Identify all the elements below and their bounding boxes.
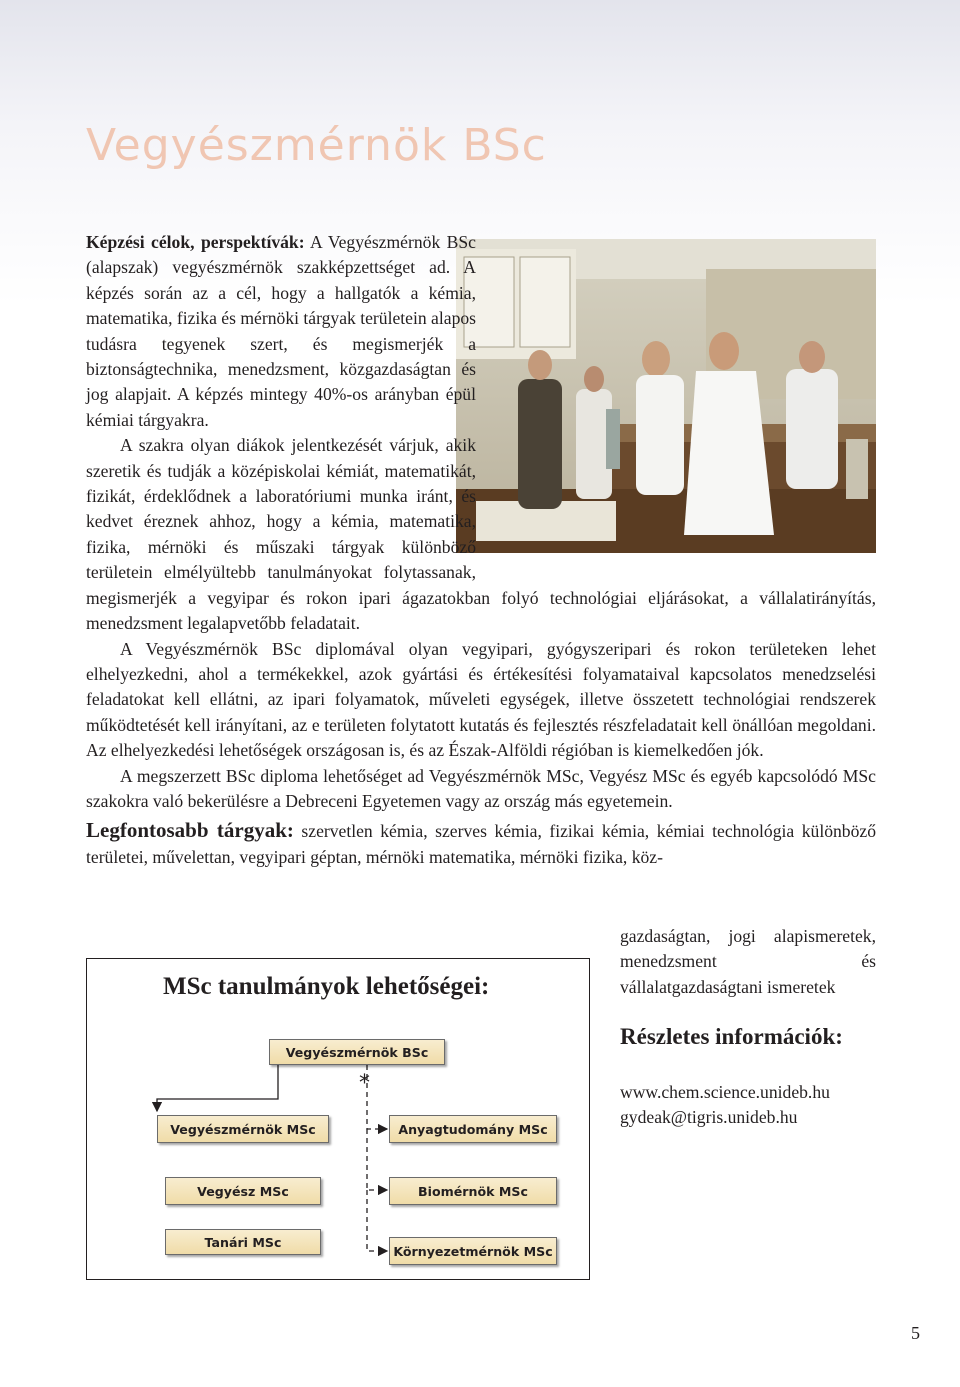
asterisk-mark: * bbox=[359, 1071, 370, 1096]
page-title: Vegyészmérnök BSc bbox=[86, 120, 547, 171]
msc-diagram-title: MSc tanulmányok lehetőségei: bbox=[163, 973, 490, 1000]
msc-diagram-box bbox=[86, 958, 590, 1280]
website-link[interactable]: www.chem.science.unideb.hu bbox=[620, 1082, 830, 1102]
node-anyagtudomany-msc: Anyagtudomány MSc bbox=[389, 1115, 557, 1143]
paragraph-careers: A Vegyészmérnök BSc diplomával olyan vegyipari, gyógyszeripari és rokon területeken lehet elhelyezkedni, ahol a termékekkel, azok gyártási és értékesítési folyamataival kapcsolatos menedzselési feladatokat kell ellátni, az ipari folyamatok, műveleti egységek, illetve összetett technológiai rendszerek működtetését kell irányítani, az e területen folytatott kutatás és fejlesztés részfeladatait kell önállóan megoldani. Az elhelyezkedési lehetőségek országosan is, és az Észak-Alföldi régióban is kiemelkedően jók. bbox=[86, 638, 876, 761]
paragraph-target-students: A szakra olyan diákok jelentkezését várjuk, akik szeretik és tudják a középiskolai kémiát, matematikát, fizikát, érdeklődnek a laboratóriumi munka iránt, és kedvet éreznek ahhoz, hogy a kémia, matematika, fizika, mérnöki és műszaki tárgyak különböző területein elmélyültebb tanulmányokat folytassanak, megismerjék a vegyipar és rokon ipari ágazatokban folyó technológiai eljárásokat, a vállalatirányítás, menedzsment legalapvetőbb feladatait. bbox=[86, 435, 876, 634]
subjects-paragraph bbox=[86, 818, 876, 870]
intro-text: A Vegyészmérnök BSc (alapszak) vegyészmérnök szakképzettséget ad. A képzés során az a cél, hogy a hallgatók a kémia, matematika, fizika és mérnöki tárgyak területein alapos tudásra tegyenek szert, és megismerjék a biztonságtechnika, menedzsment, közgazdaságtan és jog alapjait. A képzés mintegy 40%-os arányban épül kémiai tárgyakra. bbox=[86, 232, 477, 430]
subjects-text-continued: gazdaságtan, jogi alapismeretek, menedzsment és vállalatgazdaságtani ismeretek bbox=[620, 926, 876, 997]
paragraph-msc-options: A megszerzett BSc diploma lehetőséget ad Vegyészmérnök MSc, Vegyész MSc és egyéb kapcsolódó MSc szakokra való bekerülésre a Debreceni Egyetemen vagy az ország más egyetemein. bbox=[86, 765, 876, 811]
info-heading: Részletes információk: bbox=[620, 1024, 843, 1049]
node-vegyeszmernok-msc: Vegyészmérnök MSc bbox=[157, 1115, 329, 1143]
email-link[interactable]: gydeak@tigris.unideb.hu bbox=[620, 1107, 798, 1127]
intro-lead: Képzési célok, perspektívák: bbox=[86, 232, 305, 252]
connector-to-vegyeszmernok-msc bbox=[157, 1065, 278, 1111]
subjects-lead: Legfontosabb tárgyak: bbox=[86, 818, 294, 843]
page-number: 5 bbox=[911, 1323, 920, 1343]
connector-to-kornyezetmernok-msc bbox=[367, 1190, 387, 1251]
photo-text-wrap bbox=[490, 230, 876, 578]
node-vegyeszmernok-bsc: Vegyészmérnök BSc bbox=[269, 1039, 445, 1065]
node-kornyezetmernok-msc: Környezetmérnök MSc bbox=[389, 1237, 557, 1265]
subjects-text: szervetlen kémia, szerves kémia, fizikai kémia, kémiai technológia különböző területei, művelettan, vegyipari géptan, mérnöki matematika, mérnöki fizika, köz- bbox=[86, 821, 876, 867]
node-biomernok-msc: Biomérnök MSc bbox=[389, 1177, 557, 1205]
contact-block bbox=[620, 1080, 830, 1130]
subjects-continued bbox=[620, 924, 876, 1000]
connector-to-biomernok-msc bbox=[367, 1129, 387, 1190]
node-tanari-msc: Tanári MSc bbox=[165, 1229, 321, 1255]
connector-to-anyagtudomany-msc bbox=[367, 1065, 387, 1129]
node-vegyesz-msc: Vegyész MSc bbox=[165, 1177, 321, 1205]
main-text bbox=[86, 230, 876, 870]
